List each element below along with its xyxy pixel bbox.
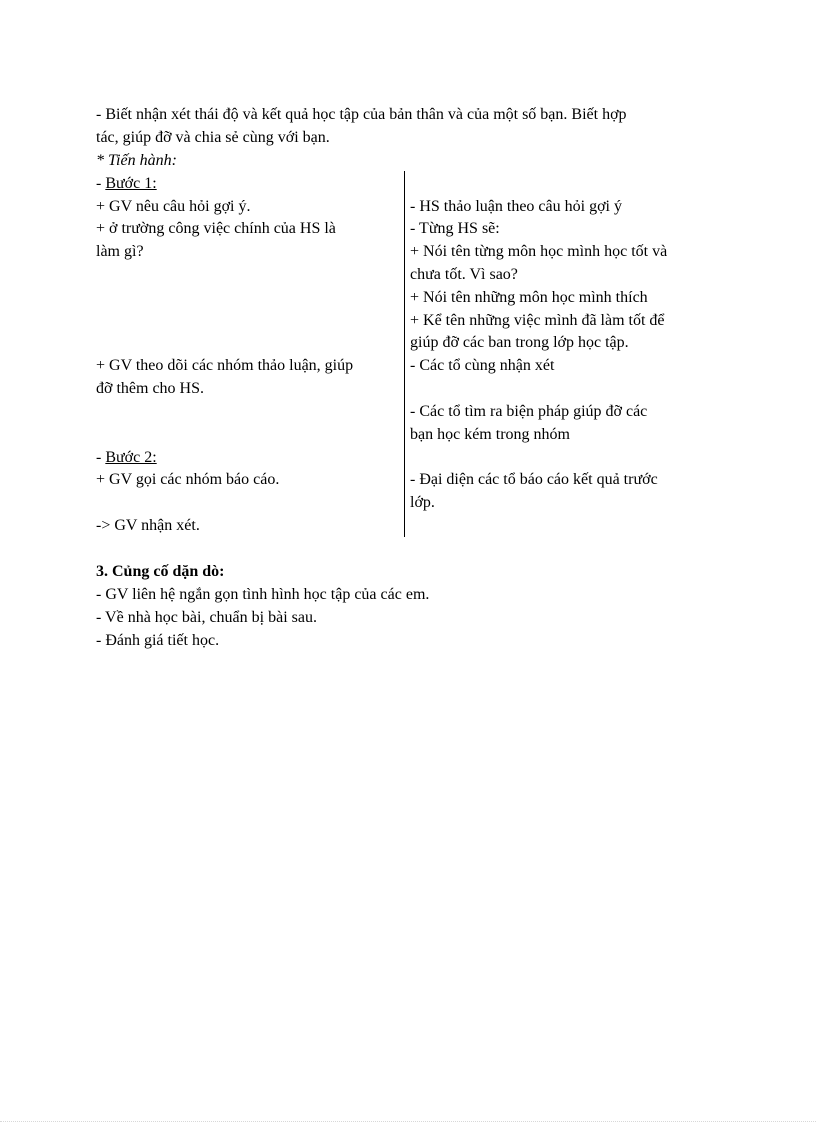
hs-line: bạn học kém trong nhóm <box>410 426 570 443</box>
hs-line: giúp đỡ các ban trong lớp học tập. <box>410 334 629 351</box>
step1-label: Bước 1: <box>105 175 157 192</box>
intro-line-2: tác, giúp đỡ và chia sẻ cùng với bạn. <box>96 129 330 146</box>
hs-line: - Các tổ cùng nhận xét <box>410 357 555 374</box>
step2-label: Bước 2: <box>105 449 157 466</box>
gv-line: -> GV nhận xét. <box>96 517 200 534</box>
hs-line: lớp. <box>410 494 435 511</box>
gv-line: + GV gọi các nhóm báo cáo. <box>96 471 280 488</box>
gv-line: đỡ thêm cho HS. <box>96 380 205 397</box>
hs-line: - Các tổ tìm ra biện pháp giúp đỡ các <box>410 403 648 420</box>
section3-item: - GV liên hệ ngắn gọn tình hình học tập của các em. <box>96 586 430 603</box>
gv-line: làm gì? <box>96 243 144 260</box>
step2-heading: - Bước 2: <box>96 449 157 466</box>
hs-line: + Nói tên từng môn học mình học tốt và <box>410 243 668 260</box>
hs-line: - HS thảo luận theo câu hỏi gợi ý <box>410 198 622 215</box>
hs-line: + Kể tên những việc mình đã làm tốt để <box>410 312 665 329</box>
gv-line: + GV theo dõi các nhóm thảo luận, giúp <box>96 357 354 374</box>
hs-line: - Từng HS sẽ: <box>410 220 500 237</box>
section3-item: - Về nhà học bài, chuẩn bị bài sau. <box>96 609 317 626</box>
section3-item: - Đánh giá tiết học. <box>96 632 220 649</box>
hs-line: + Nói tên những môn học mình thích <box>410 289 648 306</box>
step1-heading: - Bước 1: <box>96 175 157 192</box>
gv-line: + ở trường công việc chính của HS là <box>96 220 336 237</box>
page-bottom-border <box>0 1121 816 1122</box>
hs-line: chưa tốt. Vì sao? <box>410 266 518 283</box>
section3-title: 3. Củng cố dặn dò: <box>96 563 225 580</box>
hs-line: - Đại diện các tổ báo cáo kết quả trước <box>410 471 658 488</box>
tien-hanh-heading: * Tiến hành: <box>96 152 177 169</box>
column-divider <box>404 171 405 537</box>
gv-line: + GV nêu câu hỏi gợi ý. <box>96 198 251 215</box>
intro-line-1: - Biết nhận xét thái độ và kết quả học tập của bản thân và của một số bạn. Biết hợp <box>96 106 627 123</box>
